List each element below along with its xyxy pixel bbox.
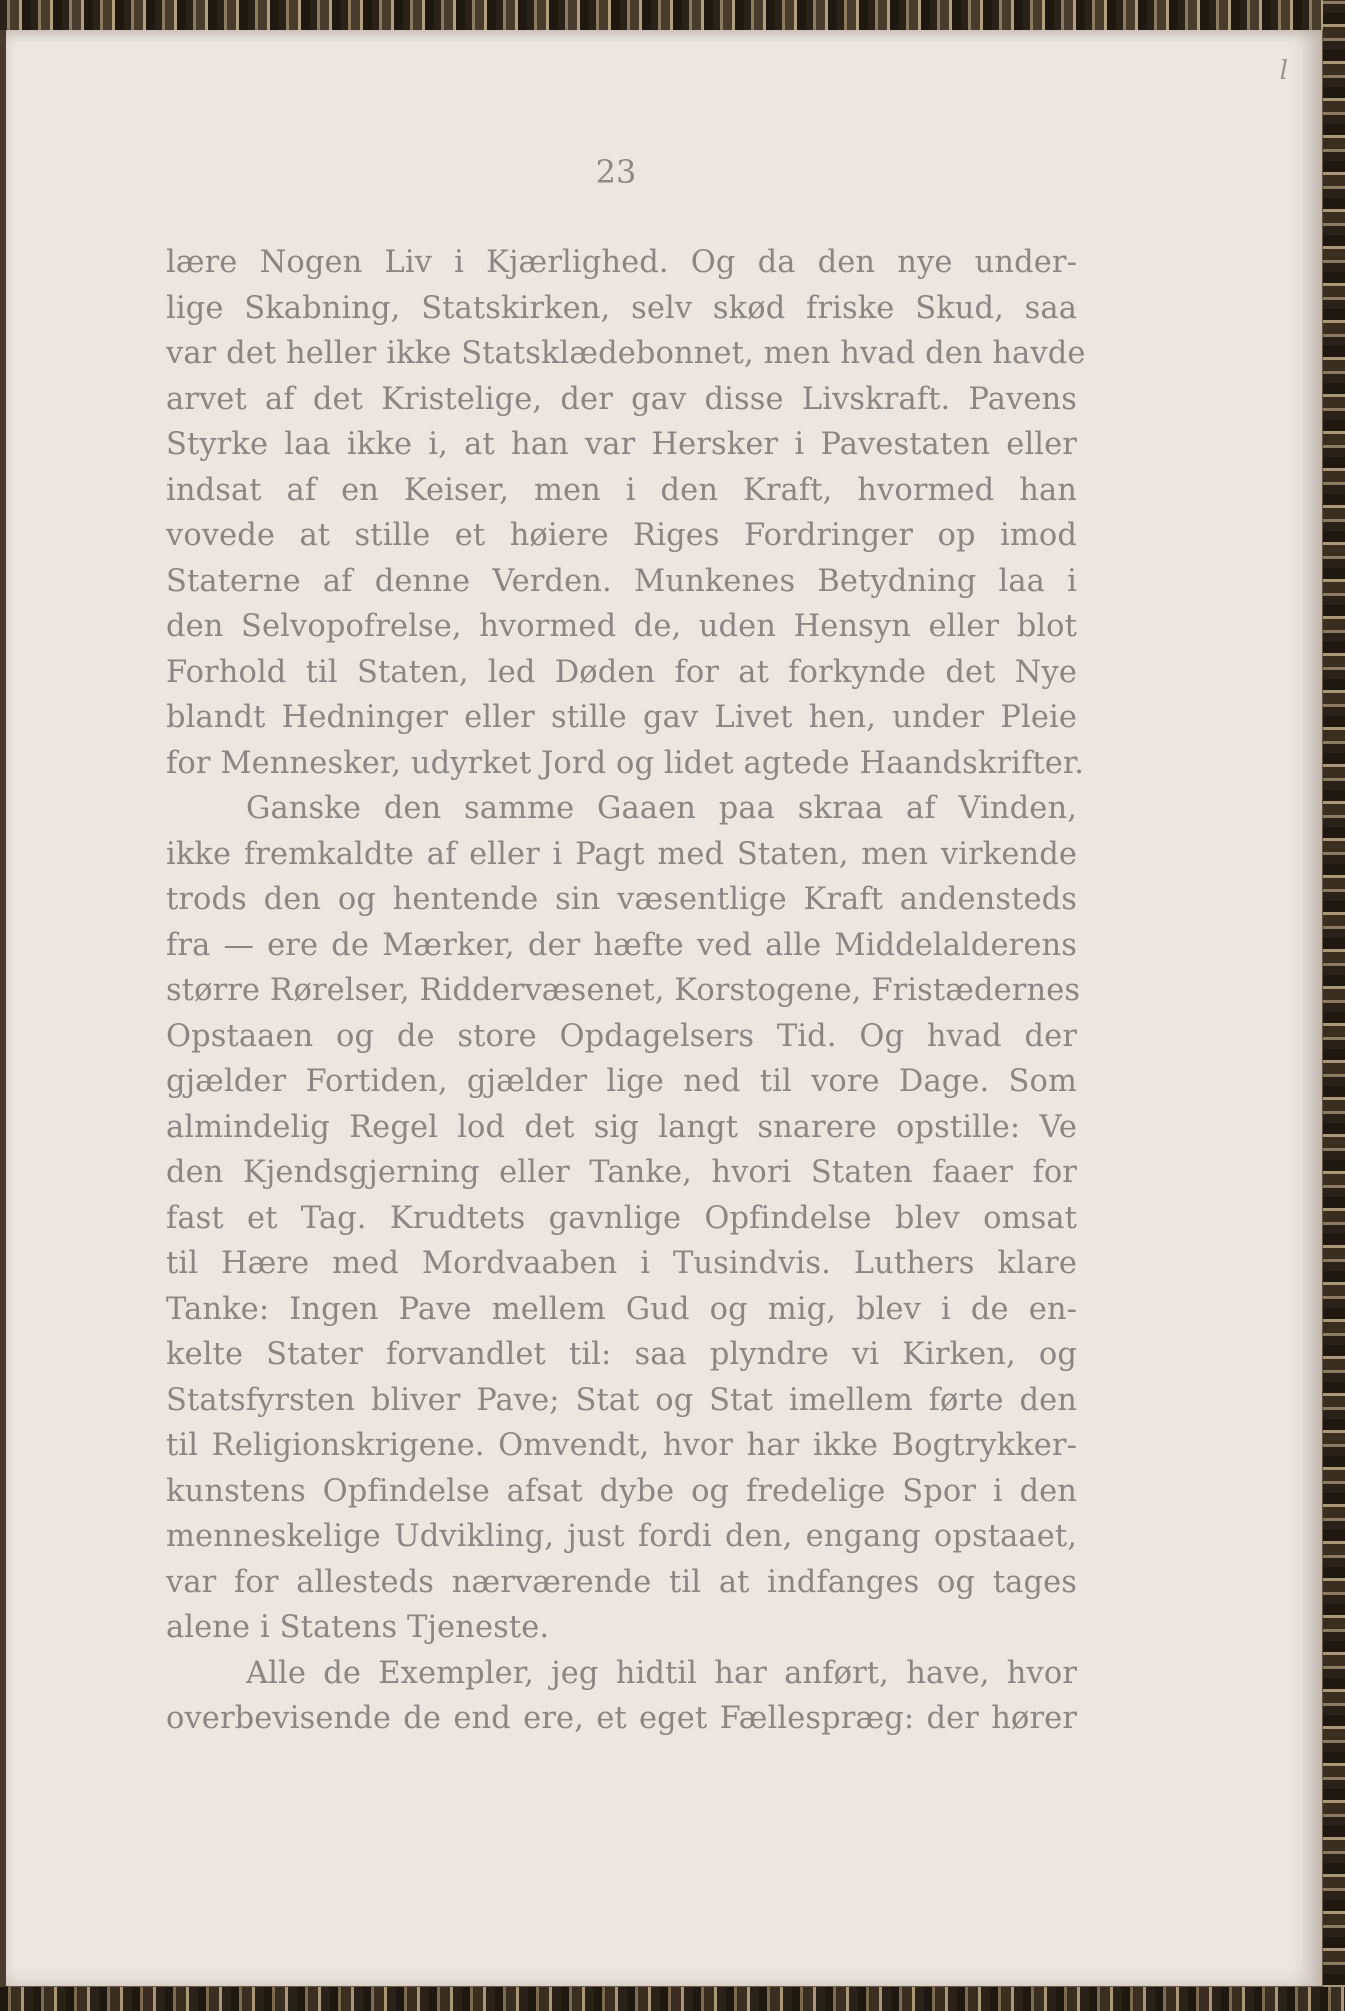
text-line: Ganske den samme Gaaen paa skraa af Vinden, [246, 791, 1077, 826]
text-line: den Selvopofrelse, hvormed de, uden Hensyn eller blot [166, 609, 1077, 644]
text-line: fast et Tag. Krudtets gavnlige Opfindelse blev omsat [166, 1200, 1077, 1236]
binding-edge-right [1323, 0, 1345, 2011]
text-line: Alle de Exempler, jeg hidtil har anført, have, hvor [246, 1655, 1077, 1691]
text-line: ikke fremkaldte af eller i Pagt med Staten, men virkende [166, 836, 1077, 872]
text-line: Forhold til Staten, led Døden for at forkynde det Nye [166, 654, 1077, 690]
text-line: blandt Hedninger eller stille gav Livet hen, under Pleie [166, 700, 1077, 735]
body-text [166, 240, 1086, 1742]
text-line: Styrke laa ikke i, at han var Hersker i Pavestaten eller [166, 427, 1077, 462]
text-line: for Mennesker, udyrket Jord og lidet agtede Haandskrifter. [166, 745, 1085, 781]
text-line: var det heller ikke Statsklædebonnet, men hvad den havde [166, 336, 1086, 371]
text-line: lære Nogen Liv i Kjærlighed. Og da den nye under- [166, 245, 1077, 280]
text-line: menneskelige Udvikling, just fordi den, engang opstaaet, [166, 1519, 1077, 1554]
pencil-mark: l [1279, 56, 1288, 86]
text-line: Statsfyrsten bliver Pave; Stat og Stat imellem førte den [166, 1382, 1077, 1418]
text-line: større Rørelser, Riddervæsenet, Korstogene, Fristædernes [166, 973, 1081, 1008]
page-number: 23 [595, 153, 637, 191]
text-line: kunstens Opfindelse afsat dybe og fredelige Spor i den [166, 1473, 1077, 1509]
text-line: Staterne af denne Verden. Munkenes Betydning laa i [166, 563, 1077, 599]
text-line: gjælder Fortiden, gjælder lige ned til vore Dage. Som [166, 1064, 1077, 1099]
text-line: var for allesteds nærværende til at indfanges og tages [166, 1564, 1077, 1600]
text-line: til Religionskrigene. Omvendt, hvor har ikke Bogtrykker- [166, 1428, 1077, 1463]
text-line: vovede at stille et høiere Riges Fordringer op imod [166, 518, 1077, 553]
text-line: trods den og hentende sin væsentlige Kraft andensteds [166, 882, 1077, 917]
text-line: almindelig Regel lod det sig langt snarere opstille: Ve [166, 1109, 1077, 1145]
text-line: fra — ere de Mærker, der hæfte ved alle Middelalderens [166, 927, 1077, 963]
text-line: indsat af en Keiser, men i den Kraft, hvormed han [166, 472, 1077, 508]
binding-edge-top [0, 0, 1345, 30]
text-line: lige Skabning, Statskirken, selv skød friske Skud, saa [166, 290, 1077, 326]
text-line: den Kjendsgjerning eller Tanke, hvori Staten faaer for [166, 1155, 1077, 1190]
text-line: Tanke: Ingen Pave mellem Gud og mig, blev i de en- [166, 1291, 1077, 1327]
text-line: Opstaaen og de store Opdagelsers Tid. Og hvad der [166, 1018, 1077, 1054]
text-line: overbevisende de end ere, et eget Fællespræg: der hører [166, 1701, 1077, 1736]
text-line: til Hære med Mordvaaben i Tusindvis. Luthers klare [166, 1246, 1077, 1281]
text-line: alene i Statens Tjeneste. [166, 1610, 550, 1645]
text-line: arvet af det Kristelige, der gav disse Livskraft. Pavens [166, 381, 1077, 417]
book-page [6, 28, 1322, 1986]
binding-edge-bottom [0, 1987, 1345, 2011]
text-line: kelte Stater forvandlet til: saa plyndre vi Kirken, og [166, 1337, 1077, 1372]
